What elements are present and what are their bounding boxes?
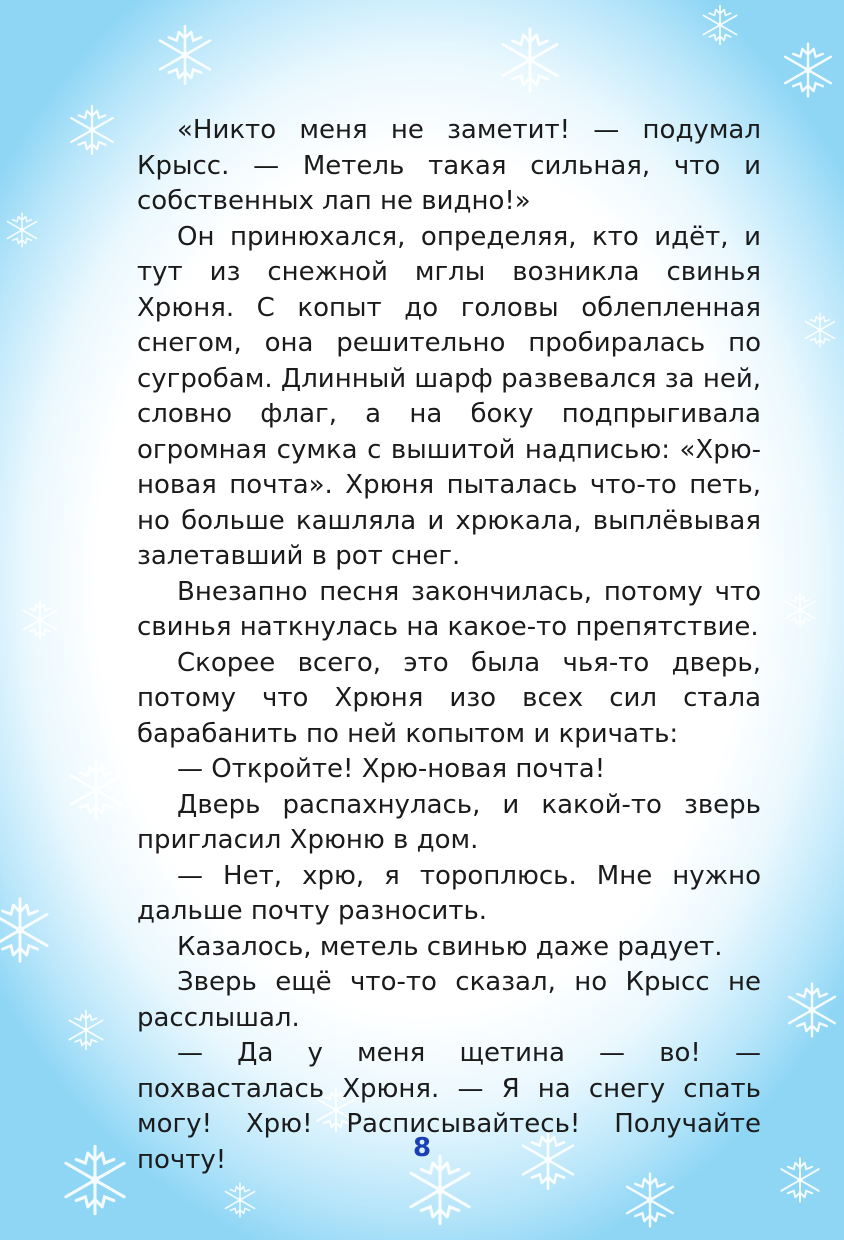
paragraph: — Откройте! Хрю-новая почта! — [177, 754, 606, 784]
paragraph: Зверь ещё что-то сказал, но Крысс не расслышал. — [137, 967, 761, 1033]
snowflake-icon — [789, 984, 835, 1037]
paragraph: — Нет, хрю, я тороплюсь. Мне нужно дальше почту разносить. — [137, 860, 761, 926]
paragraph: Он принюхался, определяя, кто идёт, и тут из снежной мглы возникла свинья Хрюня. С копыт до головы облепленная снегом, она решительно пробиралась по сугробам. Длинный шарф развевался за ней, словно флаг, а на боку подпрыгивала огромная сумка с вышитой надписью: «Хрю-новая почта». Хрюня пыталась что-то петь, но больше кашляла и хрюкала, выплёвывая залетавший в рот снег. — [137, 221, 761, 571]
story-text — [137, 113, 761, 1178]
snowflake-icon — [781, 1158, 818, 1201]
snowflake-icon — [225, 1183, 254, 1217]
paragraph: «Никто меня не заметит! — подумал Крысс. — Метель такая сильная, что и собственных лап не видно!» — [137, 115, 761, 216]
snowflake-icon — [23, 601, 56, 639]
snowflake-icon — [703, 6, 736, 44]
paragraph: Скорее всего, это была чья-то дверь, потому что Хрюня изо всех сил стала барабанить по ней копытом и кричать: — [137, 647, 761, 749]
snowflake-icon — [0, 899, 47, 961]
snowflake-icon — [785, 593, 814, 627]
snowflake-icon — [503, 29, 557, 91]
snowflake-icon — [71, 106, 113, 154]
page-number: 8 — [412, 1133, 432, 1163]
snowflake-icon — [160, 26, 210, 84]
snowflake-icon — [627, 1174, 673, 1227]
paragraph: Дверь распахнулась, и какой-то зверь пригласил Хрюню в дом. — [137, 789, 761, 855]
snowflake-icon — [69, 1011, 102, 1049]
paragraph: Внезапно песня закончилась, потому что свинья наткнулась на какое-то препятствие. — [137, 576, 761, 642]
snowflake-icon — [805, 313, 834, 347]
snowflake-icon — [7, 213, 36, 247]
paragraph: Казалось, метель свинью даже радует. — [177, 931, 723, 962]
paragraph: — Да у меня щетина — во! — похвасталась Хрюня. — Я на снегу спать могу! Хрю! Расписывайтесь! Получайте почту! — [137, 1038, 761, 1175]
snowflake-icon — [785, 44, 831, 97]
snowflake-icon — [71, 761, 121, 819]
